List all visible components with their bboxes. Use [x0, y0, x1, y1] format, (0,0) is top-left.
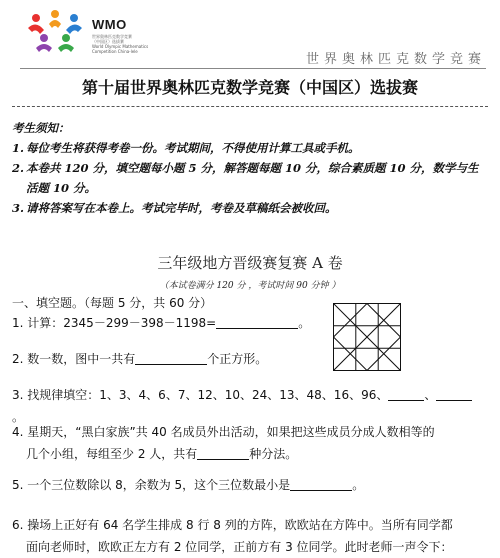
question-text-end: 个正方形。	[207, 352, 268, 366]
question-number: 5.	[12, 478, 24, 492]
question-text: 星期天，“黑白家族”共 40 名成员外出活动，如果把这些成员分成人数相等的	[27, 425, 435, 439]
logo-subtext: 世界奥林匹克数学竞赛	[92, 34, 132, 39]
answer-blank[interactable]	[436, 386, 472, 401]
notice-item	[12, 158, 490, 198]
question-6	[12, 514, 482, 558]
question-5	[12, 474, 482, 496]
question-text: 找规律填空：1、3、4、6、7、12、10、24、13、48、16、96、	[27, 388, 389, 402]
question-text: 数一数，图中一共有	[27, 352, 136, 366]
wmo-logo	[22, 8, 152, 56]
question-text: 几个小组，每组至少 2 人，共有	[26, 447, 198, 461]
question-text: 计算：2345－299－398－1198=	[27, 316, 217, 330]
question-text: 一个三位数除以 8，余数为 5，这个三位数最小是	[27, 478, 291, 492]
header-divider	[20, 68, 486, 69]
exam-title: 第十届世界奥林匹克数学竞赛（中国区）选拔赛	[81, 78, 418, 97]
answer-blank[interactable]	[388, 386, 424, 401]
question-1	[12, 312, 482, 334]
logo-subtext: Competition China-lele	[92, 49, 138, 54]
answer-blank[interactable]	[135, 350, 207, 365]
answer-blank[interactable]	[216, 314, 298, 329]
notice-item	[12, 198, 490, 218]
question-number: 3.	[12, 388, 24, 402]
question-text: 面向老师时，欧欧正左方有 2 位同学，正前方有 3 位同学。此时老师一声令下：	[26, 540, 453, 554]
question-text-end: 种分法。	[249, 447, 298, 461]
notice-heading: 考生须知：	[12, 121, 70, 135]
question-text-end: 。	[12, 410, 25, 424]
question-separator: 、	[424, 388, 437, 402]
question-number: 6.	[12, 518, 24, 532]
logo-subtext: World Olympic Mathematics	[92, 44, 149, 49]
question-number: 4.	[12, 425, 24, 439]
notice-item	[12, 138, 490, 158]
notice-item-text: 请将答案写在本卷上。考试完毕时，考卷及草稿纸会被收回。	[26, 201, 337, 215]
exam-subtitle: 三年级地方晋级赛复赛 A 卷	[157, 254, 343, 272]
notice-item-number: 1.	[12, 141, 25, 155]
logo-figures-icon	[22, 8, 88, 56]
notice-item-number: 3.	[12, 201, 25, 215]
question-2	[12, 348, 482, 370]
exam-info: （本试卷满分 120 分 ，考试时间 90 分钟 ）	[159, 281, 341, 291]
question-text: 操场上正好有 64 名学生排成 8 行 8 列的方阵，欧欧站在方阵中。当所有同学都	[27, 518, 453, 532]
logo-subtext: （中国区）选拔赛	[92, 39, 124, 44]
notice-item-number: 2.	[12, 161, 25, 175]
answer-blank[interactable]	[197, 445, 249, 460]
notice-item-text: 本卷共 120 分，填空题每小题 5 分，解答题每题 10 分，综合素质题 10 分，数学与生活题 10 分。	[26, 161, 479, 195]
logo-wordmark: WMO	[92, 17, 127, 32]
question-4	[12, 421, 482, 465]
dashed-divider	[12, 106, 488, 107]
exam-notice	[12, 118, 490, 218]
question-number: 2.	[12, 352, 24, 366]
question-text-end: 。	[298, 316, 311, 330]
question-text-end: 。	[352, 478, 365, 492]
answer-blank[interactable]	[290, 476, 352, 491]
header-slogan: 世界奥林匹克数学竞赛	[305, 52, 486, 67]
section-title: 一、填空题。（每题 5 分，共 60 分）	[12, 296, 213, 310]
question-number: 1.	[12, 316, 24, 330]
notice-item-text: 每位考生将获得考卷一份。考试期间，不得使用计算工具或手机。	[26, 141, 360, 155]
